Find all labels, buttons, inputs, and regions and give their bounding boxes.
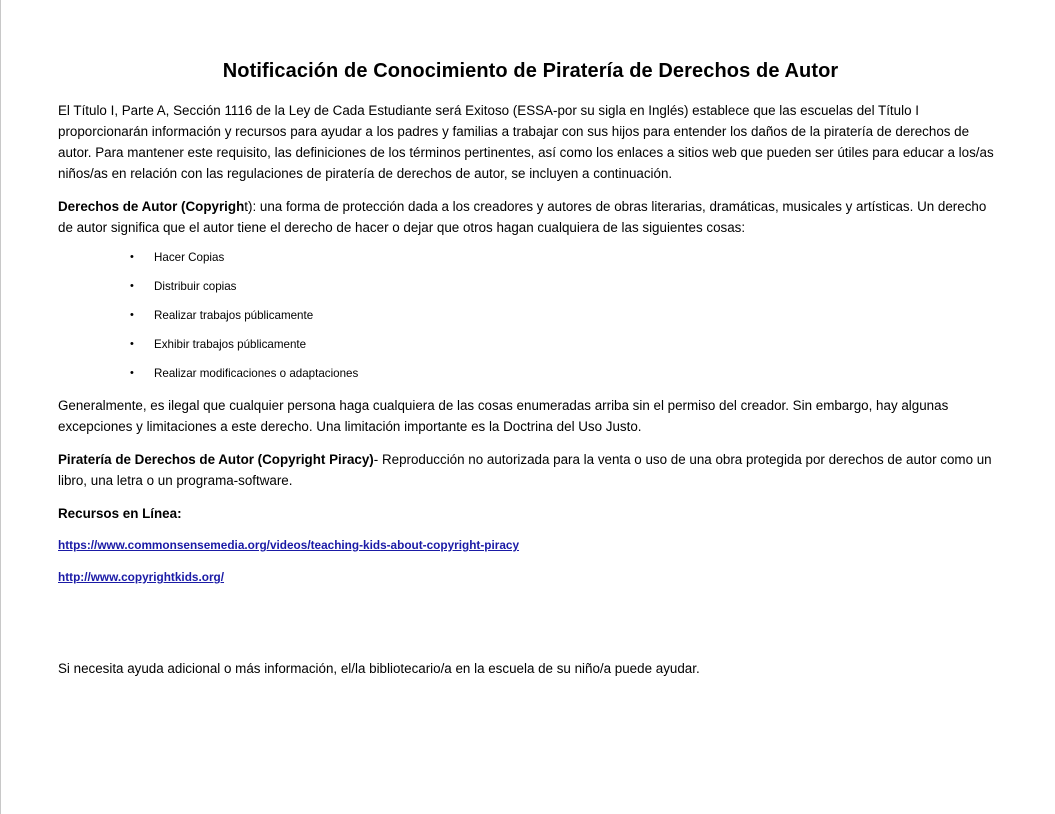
bullet-icon: • [130, 338, 134, 350]
list-item [130, 279, 1003, 294]
copyright-term-tail: t) [244, 199, 253, 214]
resource-link-line [58, 536, 1003, 554]
piracy-term: Piratería de Derechos de Autor (Copyright Piracy) [58, 452, 374, 467]
copyrightkids-link[interactable]: http://www.copyrightkids.org/ [58, 570, 225, 584]
copyright-definition-text: : una forma de protección dada a los creadores y autores de obras literarias, dramáticas, musicales y artísticas. Un derecho de autor significa que el autor tiene el derecho de hacer o dejar que otros hagan cualquiera de las siguientes cosas: [58, 199, 987, 235]
document-page [58, 60, 1003, 692]
page-left-border [0, 0, 1, 814]
list-item-text: Realizar trabajos públicamente [154, 309, 314, 322]
list-item-text: Realizar modificaciones o adaptaciones [154, 367, 359, 380]
document-title: Notificación de Conocimiento de Piratería de Derechos de Autor [222, 60, 839, 82]
bullet-icon: • [130, 280, 134, 292]
intro-paragraph: El Título I, Parte A, Sección 1116 de la Ley de Cada Estudiante será Exitoso (ESSA-por su sigla en Inglés) establece que las escuelas del Título I proporcionarán información y recursos para ayudar a los padres y familias a trabajar con sus hijos para entender los daños de la piratería de derechos de autor. Para mantener este requisito, las definiciones de los términos pertinentes, así como los enlaces a sitios web que pueden ser útiles para educar a los/as niños/as en relación con las regulaciones de piratería de derechos de autor, se incluyen a continuación. [58, 103, 994, 181]
bullet-icon: • [130, 309, 134, 321]
piracy-definition-text: - Reproducción no autorizada para la venta o uso de una obra protegida por derechos de autor como un libro, una letra o un programa-software. [58, 452, 992, 488]
general-note-paragraph: Generalmente, es ilegal que cualquier persona haga cualquiera de las cosas enumeradas arriba sin el permiso del creador. Sin embargo, hay algunas excepciones y limitaciones a este derecho. Una limitación importante es la Doctrina del Uso Justo. [58, 398, 949, 434]
resource-link-line [58, 568, 1003, 586]
list-item-text: Hacer Copias [154, 251, 225, 264]
bullet-icon: • [130, 367, 134, 379]
bullet-icon: • [130, 251, 134, 263]
resources-heading: Recursos en Línea: [58, 506, 182, 521]
list-item [130, 366, 1003, 381]
closing-paragraph: Si necesita ayuda adicional o más información, el/la bibliotecario/a en la escuela de su niño/a puede ayudar. [58, 661, 700, 676]
commonsensemedia-link[interactable]: https://www.commonsensemedia.org/videos/teaching-kids-about-copyright-piracy [58, 538, 520, 552]
piracy-definition-paragraph [58, 449, 1003, 491]
list-item [130, 337, 1003, 352]
list-item-text: Distribuir copias [154, 280, 237, 293]
copyright-term: Derechos de Autor (Copyrigh [58, 199, 245, 214]
list-item [130, 308, 1003, 323]
rights-list [58, 250, 1003, 381]
copyright-definition-paragraph [58, 196, 1003, 238]
list-item [130, 250, 1003, 265]
list-item-text: Exhibir trabajos públicamente [154, 338, 307, 351]
